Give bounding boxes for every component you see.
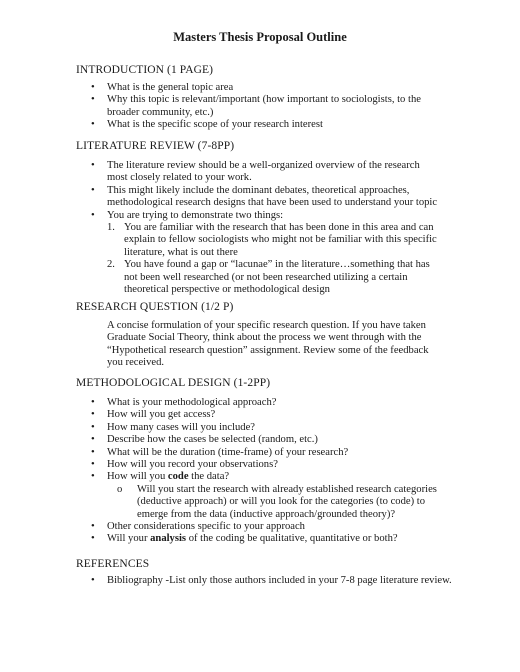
item-number: 1. bbox=[107, 222, 115, 234]
list-item: • How will you get access? bbox=[0, 409, 442, 421]
code-item-bold: code bbox=[167, 471, 189, 483]
analysis-item-text-before: Will your bbox=[107, 533, 151, 545]
literature-review-list bbox=[0, 160, 442, 296]
list-item: • The literature review should be a well-organized overview of the research most closely related to your work. bbox=[0, 160, 442, 185]
list-item: • What is the general topic area bbox=[0, 82, 442, 94]
list-item: • What will be the duration (time-frame) of your research? bbox=[0, 447, 442, 459]
section-heading-references: REFERENCES bbox=[76, 558, 150, 570]
introduction-list bbox=[0, 82, 442, 132]
sub-list-item: o Will you start the research with already established research categories (deductive approach) or will you look for the categories (to code) to emerge from the data (inductive approach/grounded theory)? bbox=[107, 484, 442, 521]
numbered-item bbox=[107, 222, 442, 259]
numbered-item-text: You have found a gap or “lacunae” in the literature…something that has not been well researched (or not been researched utilizing a certain theoretical perspective or methodological design bbox=[124, 259, 430, 296]
list-item bbox=[0, 533, 442, 545]
section-heading-introduction: INTRODUCTION (1 PAGE) bbox=[76, 64, 214, 76]
page-title: Masters Thesis Proposal Outline bbox=[173, 30, 347, 44]
code-item-text-before: How will you bbox=[107, 471, 168, 483]
list-item: • How will you record your observations? bbox=[0, 459, 442, 471]
list-item bbox=[0, 210, 442, 297]
analysis-item-text-after: of the coding be qualitative, quantitative or both? bbox=[186, 533, 398, 545]
list-item bbox=[0, 471, 442, 521]
item-number: 2. bbox=[107, 259, 115, 271]
list-item: • This might likely include the dominant debates, theoretical approaches, methodological research designs that have been used to understand your topic bbox=[0, 185, 442, 210]
list-item: • Why this topic is relevant/important (how important to sociologists, to the broader community, etc.) bbox=[0, 94, 442, 119]
methodological-design-list bbox=[0, 397, 442, 546]
section-heading-research-question: RESEARCH QUESTION (1/2 P) bbox=[76, 301, 234, 313]
list-item: • What is your methodological approach? bbox=[0, 397, 442, 409]
numbered-list bbox=[107, 222, 442, 296]
research-question-paragraph: A concise formulation of your specific research question. If you have taken Graduate Social Theory, think about the process we went through with the “Hypothetical research question” assignment. Review some of the feedback you received. bbox=[107, 320, 429, 369]
list-item: • How many cases will you include? bbox=[0, 422, 442, 434]
sub-list bbox=[107, 484, 442, 521]
code-item-text-after: the data? bbox=[188, 471, 230, 483]
numbered-item bbox=[107, 259, 442, 296]
list-item: • Other considerations specific to your approach bbox=[0, 521, 442, 533]
list-item-text: You are trying to demonstrate two things: bbox=[107, 209, 284, 221]
references-list bbox=[0, 575, 467, 587]
list-item: • What is the specific scope of your research interest bbox=[0, 119, 442, 131]
section-heading-methodological-design: METHODOLOGICAL DESIGN (1-2PP) bbox=[76, 377, 271, 389]
list-item: • Describe how the cases be selected (random, etc.) bbox=[0, 434, 442, 446]
list-item: • Bibliography -List only those authors included in your 7-8 page literature review. bbox=[0, 575, 467, 587]
section-heading-literature-review: LITERATURE REVIEW (7-8PP) bbox=[76, 140, 235, 152]
analysis-item-bold: analysis bbox=[150, 533, 187, 545]
numbered-item-text: You are familiar with the research that has been done in this area and can explain to fellow sociologists who might not be familiar with this specific literature, what is out there bbox=[124, 222, 437, 258]
